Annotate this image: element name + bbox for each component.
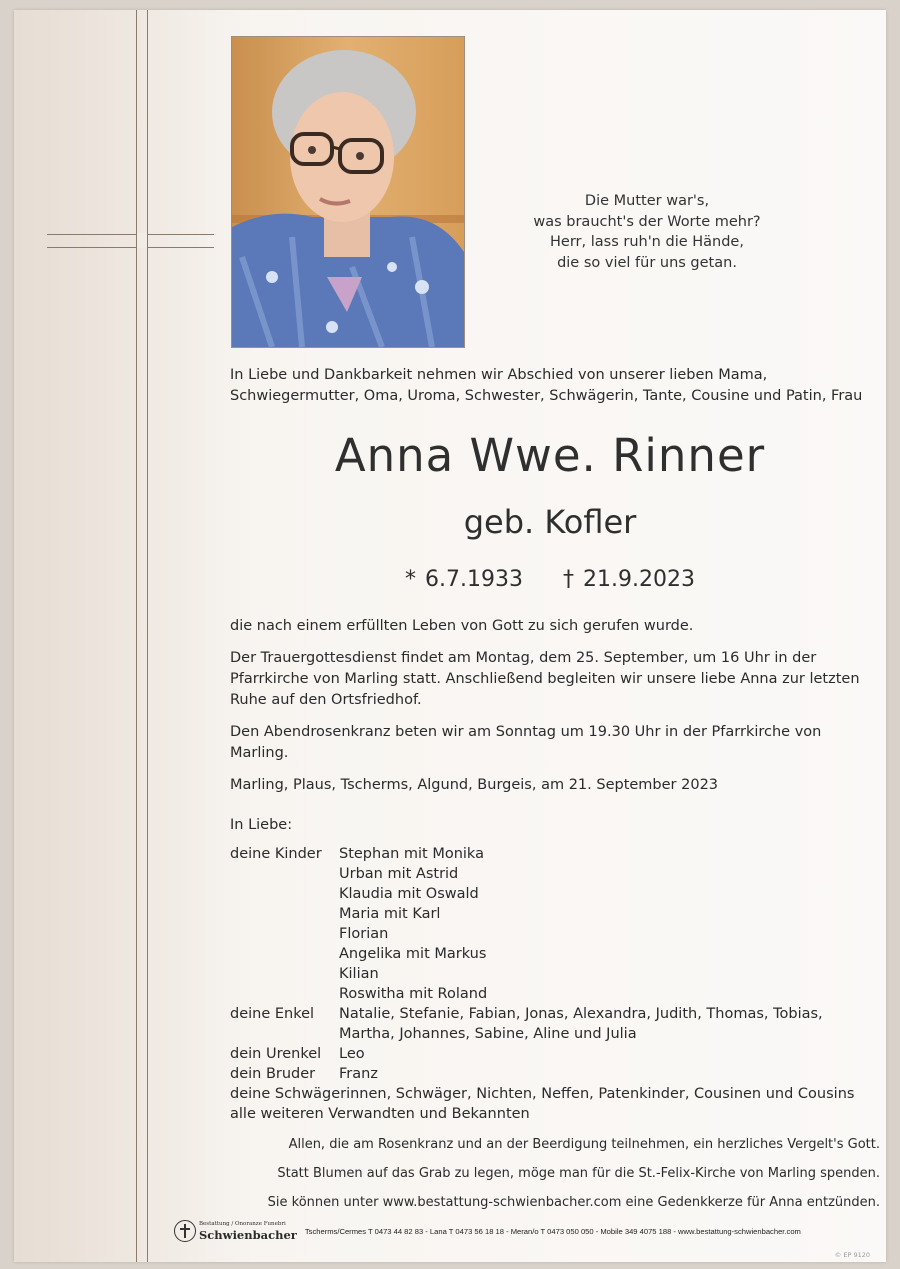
list-item: Klaudia mit Oswald (339, 886, 479, 902)
cross-line (148, 234, 214, 235)
list-item: Roswitha mit Roland (339, 986, 488, 1002)
death-date: † 21.9.2023 (563, 567, 695, 592)
life-dates (230, 567, 870, 592)
birth-date: * 6.7.1933 (405, 567, 523, 592)
paragraph: Den Abendrosenkranz beten wir am Sonntag um 19.30 Uhr in der Pfarrkirche von Marling. (230, 724, 822, 761)
list-item: Urban mit Astrid (339, 866, 459, 882)
grandchildren-names: Natalie, Stefanie, Fabian, Jonas, Alexandra, Judith, Thomas, Tobias, Martha, Johannes, Sabine, Aline und Julia (339, 1006, 823, 1042)
obituary-page (14, 10, 886, 1262)
deceased-name: Anna Wwe. Rinner (334, 429, 766, 482)
other-relatives: alle weiteren Verwandten und Bekannten (230, 1106, 530, 1122)
footer (174, 1213, 874, 1249)
quote-line: was braucht's der Worte mehr? (533, 213, 761, 230)
contact-info: Tscherms/Cermes T 0473 44 82 83 - Lana T 0473 56 18 18 - Meran/o T 0473 050 050 - Mobile 349 4075 188 - www.bestattung-schwienbacher.com (304, 1226, 801, 1236)
family-list (230, 815, 870, 1124)
family-row-brother (230, 1064, 870, 1084)
list-item: Maria mit Karl (339, 906, 441, 922)
cross-line (47, 247, 136, 248)
logo-name: Schwienbacher (199, 1227, 297, 1242)
great-grandchild-name: Leo (339, 1046, 365, 1062)
portrait-photo (231, 36, 465, 348)
cross-line (147, 10, 148, 1262)
children-names (339, 844, 870, 1004)
intro-text: In Liebe und Dankbarkeit nehmen wir Abschied von unserer lieben Mama, Schwiegermutter, Oma, Uroma, Schwester, Schwägerin, Tante, Cousine und Patin, Frau (230, 367, 863, 404)
cross-line (47, 234, 136, 235)
other-relatives: deine Schwägerinnen, Schwäger, Nichten, Neffen, Patenkinder, Cousinen und Cousins (230, 1086, 855, 1102)
quote-line: Die Mutter war's, (584, 193, 710, 209)
relation-label: dein Urenkel (230, 1046, 322, 1062)
reference-code: © EP 9120 (834, 1251, 870, 1259)
cross-line (148, 247, 214, 248)
cross-icon (174, 1220, 196, 1242)
closing-line: Statt Blumen auf das Grab zu legen, möge man für die St.-Felix-Kirche von Marling spenden. (277, 1166, 880, 1181)
maiden-name: geb. Kofler (463, 503, 637, 541)
closing-line: Sie können unter www.bestattung-schwienbacher.com eine Gedenkkerze für Anna entzünden. (267, 1195, 880, 1210)
paragraph: Der Trauergottesdienst findet am Montag, dem 25. September, um 16 Uhr in der Pfarrkirche von Marling statt. Anschließend begleiten wir unsere liebe Anna zur letzten Ruhe auf den Ortsfriedhof. (230, 650, 860, 708)
paragraph: Marling, Plaus, Tscherms, Algund, Burgeis, am 21. September 2023 (230, 777, 719, 793)
paragraph: die nach einem erfüllten Leben von Gott zu sich gerufen wurde. (230, 618, 694, 634)
list-item: Kilian (339, 966, 379, 982)
relation-label: dein Bruder (230, 1066, 316, 1082)
cross-gap (137, 233, 147, 248)
relation-label: deine Enkel (230, 1006, 315, 1022)
brother-name: Franz (339, 1066, 378, 1082)
family-row-children (230, 844, 870, 1004)
list-item: Stephan mit Monika (339, 846, 484, 862)
logo-subtitle: Bestattung / Onoranze Funebri (199, 1220, 286, 1227)
memorial-quote (482, 191, 812, 273)
family-label: In Liebe: (230, 817, 293, 833)
family-row-grandchildren (230, 1004, 870, 1044)
family-row-great-grandchild (230, 1044, 870, 1064)
list-item: Angelika mit Markus (339, 946, 487, 962)
quote-line: Herr, lass ruh'n die Hände, (550, 234, 744, 250)
funeral-home-logo (174, 1220, 297, 1242)
cross-line (136, 10, 137, 1262)
relation-label: deine Kinder (230, 846, 322, 862)
list-item: Florian (339, 926, 389, 942)
announcement-text (230, 616, 870, 807)
closing-notes (230, 1130, 880, 1217)
closing-line: Allen, die am Rosenkranz und an der Beerdigung teilnehmen, ein herzliches Vergelt's Gott. (288, 1137, 880, 1152)
quote-line: die so viel für uns getan. (557, 254, 737, 271)
